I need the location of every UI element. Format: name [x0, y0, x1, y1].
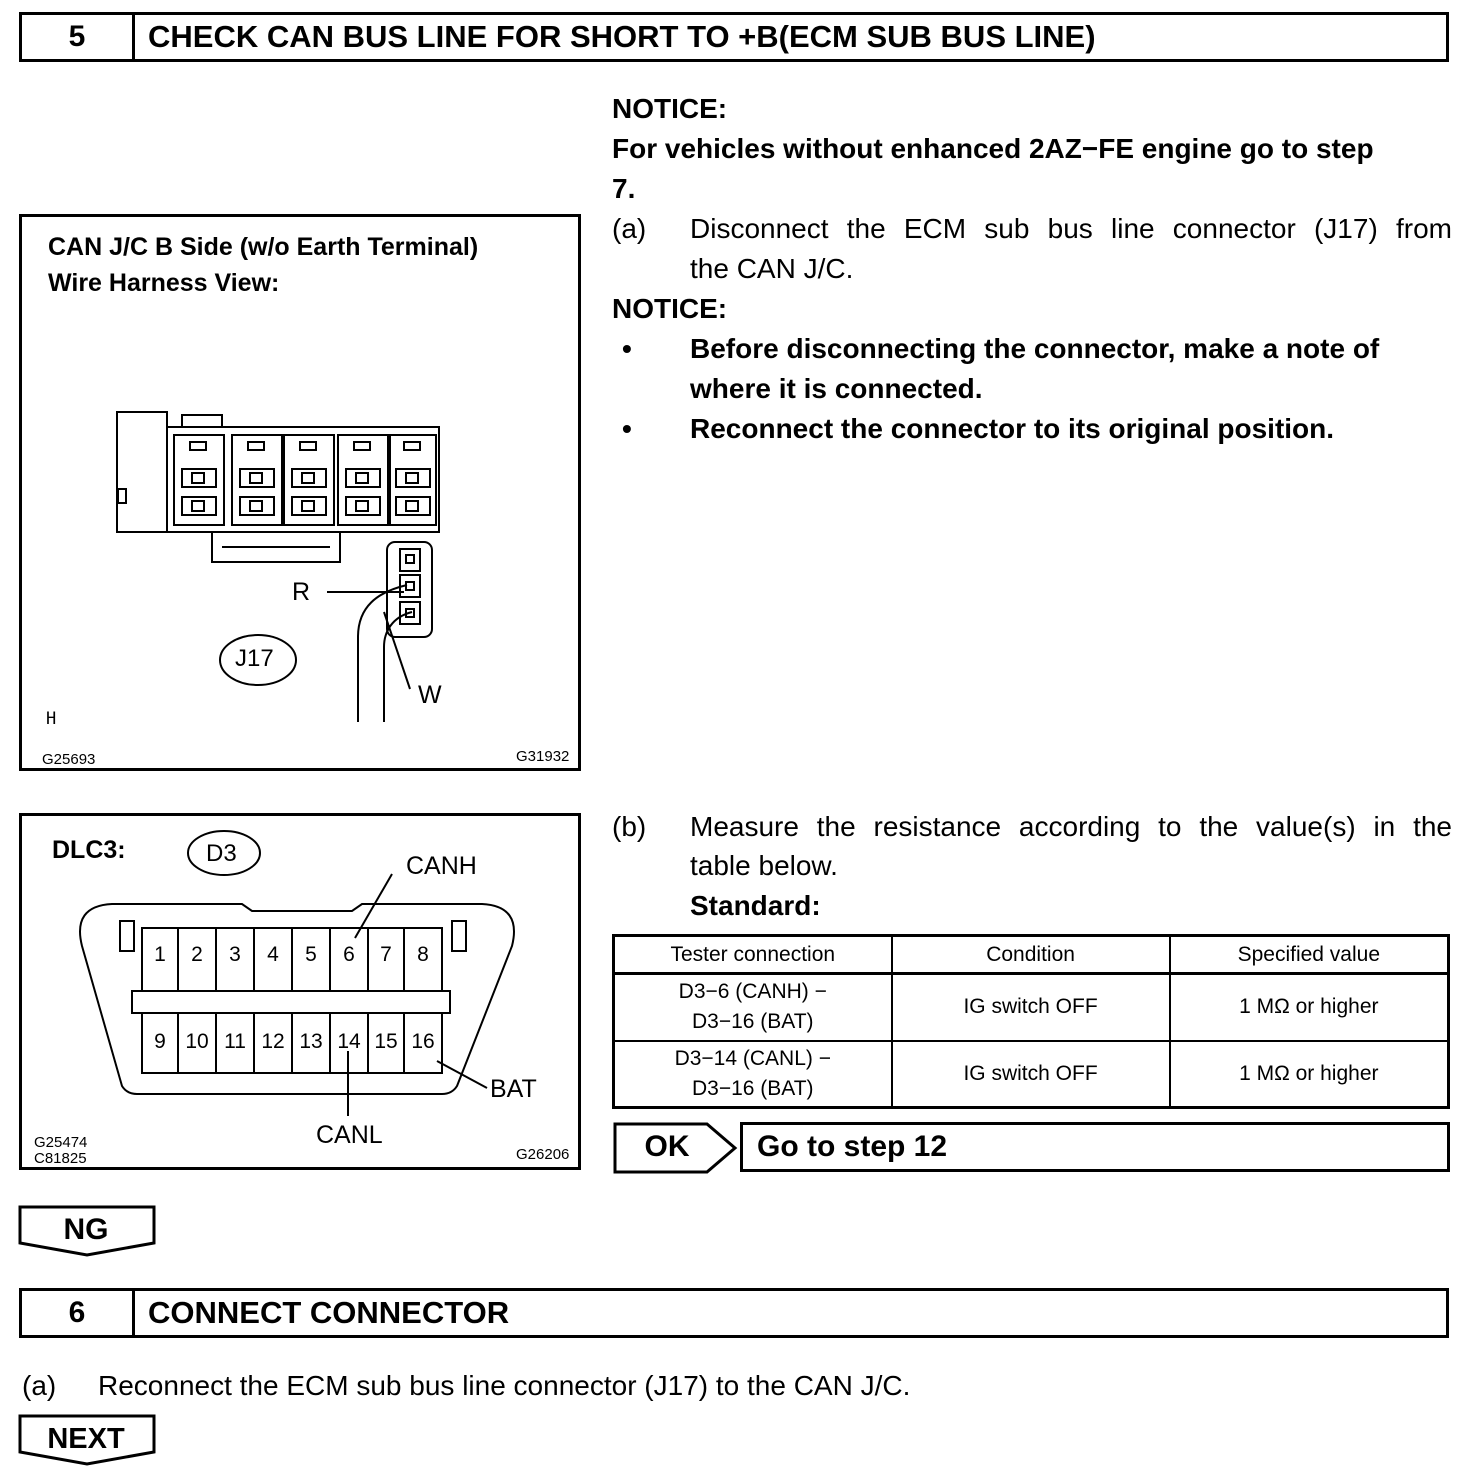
next-label: NEXT: [47, 1423, 125, 1455]
table-header-row: [614, 936, 1449, 974]
pin-label: 14: [337, 1030, 361, 1053]
step-title: CHECK CAN BUS LINE FOR SHORT TO +B(ECM SUB BUS LINE): [148, 19, 1096, 54]
instruction-a-line2: the CAN J/C.: [690, 253, 854, 284]
pin-label: 10: [185, 1030, 209, 1053]
step6-instruction-text: Reconnect the ECM sub bus line connector (J17) to the CAN J/C.: [98, 1370, 911, 1401]
step-title: CONNECT CONNECTOR: [148, 1295, 510, 1330]
notice-label: NOTICE:: [612, 93, 728, 124]
pin-label: 4: [267, 943, 279, 966]
table-header: Condition: [892, 936, 1170, 974]
pin-label: 3: [229, 943, 241, 966]
connector-id-j17: J17: [235, 645, 274, 672]
ng-label: NG: [63, 1213, 109, 1246]
standard-label: Standard:: [690, 890, 821, 921]
conn-line2: D3−16 (BAT): [691, 1010, 814, 1034]
pin-label: 8: [417, 943, 429, 966]
pin-label: 5: [305, 943, 317, 966]
can-jc-connector-drawing: [22, 217, 578, 768]
tester-connection-cell: [614, 974, 892, 1041]
pin-label: 11: [224, 1030, 246, 1053]
figure-title-line2: Wire Harness View:: [48, 269, 280, 297]
pin-label: 16: [411, 1030, 435, 1053]
figure-can-jc-connector: [19, 214, 581, 771]
specified-value-cell: 1 MΩ or higher: [1170, 974, 1449, 1041]
pin-label: 7: [380, 943, 392, 966]
ok-result-text: Go to step 12: [757, 1130, 948, 1163]
conn-line1: D3−14 (CANL) −: [674, 1046, 831, 1070]
table-row: [614, 1041, 1449, 1108]
figure-code-right: G31932: [516, 748, 570, 765]
wire-label-r: R: [292, 578, 311, 606]
step-number: 5: [22, 15, 135, 59]
corner-mark: H: [46, 709, 57, 729]
ok-result-box: [740, 1122, 1450, 1172]
table-row: [614, 974, 1449, 1041]
instruction-b-line2: table below.: [690, 850, 838, 881]
instruction-a-marker: (a): [612, 213, 647, 244]
bullet-1-line1: Before disconnecting the connector, make a note of: [690, 333, 1380, 364]
figure-code-right: G26206: [516, 1146, 570, 1163]
bullet-1-line2: where it is connected.: [690, 373, 983, 404]
pin-label: 13: [299, 1030, 323, 1053]
instruction-b-line1: Measure the resistance according to the value(s) in the: [690, 811, 1452, 842]
condition-cell: IG switch OFF: [892, 1041, 1170, 1108]
bat-label: BAT: [490, 1075, 537, 1103]
step-5-header: [19, 12, 1449, 62]
dlc3-label: DLC3:: [52, 836, 126, 864]
notice-text-line1: For vehicles without enhanced 2AZ−FE engine go to step: [612, 133, 1374, 164]
pin-label: 15: [374, 1030, 398, 1053]
pin-label: 2: [191, 943, 203, 966]
table-header: Tester connection: [614, 936, 892, 974]
notice-text-line2: 7.: [612, 173, 636, 204]
figure-dlc3-connector: [19, 813, 581, 1170]
figure-code-left2: C81825: [34, 1150, 87, 1167]
bullet-mark: •: [622, 413, 632, 444]
conn-line1: D3−6 (CANH) −: [678, 980, 827, 1004]
resistance-spec-table: [612, 934, 1450, 1109]
canl-label: CANL: [316, 1121, 383, 1149]
step-number: 6: [22, 1291, 135, 1335]
bullet-2-line1: Reconnect the connector to its original position.: [690, 413, 1335, 444]
figure-title-line1: CAN J/C B Side (w/o Earth Terminal): [48, 233, 479, 261]
pin-label: 9: [154, 1030, 166, 1053]
notice2-label: NOTICE:: [612, 293, 728, 324]
pin-label: 6: [343, 943, 355, 966]
pin-label: 12: [261, 1030, 285, 1053]
figure-code-left: G25693: [42, 751, 96, 768]
dlc3-drawing: [22, 816, 578, 1167]
ok-label: OK: [644, 1130, 690, 1163]
step6-instruction-marker: (a): [22, 1370, 57, 1401]
tester-connection-cell: [614, 1041, 892, 1108]
instruction-b-marker: (b): [612, 811, 647, 842]
condition-cell: IG switch OFF: [892, 974, 1170, 1041]
specified-value-cell: 1 MΩ or higher: [1170, 1041, 1449, 1108]
instruction-a-line1: Disconnect the ECM sub bus line connector (J17) from: [690, 213, 1452, 244]
connector-id-d3: D3: [206, 840, 237, 867]
bullet-mark: •: [622, 333, 632, 364]
table-header: Specified value: [1170, 936, 1449, 974]
wire-label-w: W: [418, 681, 442, 709]
figure-code-left1: G25474: [34, 1134, 88, 1151]
canh-label: CANH: [406, 852, 477, 880]
step-6-header: [19, 1288, 1449, 1338]
pin-label: 1: [154, 943, 166, 966]
conn-line2: D3−16 (BAT): [691, 1076, 814, 1100]
